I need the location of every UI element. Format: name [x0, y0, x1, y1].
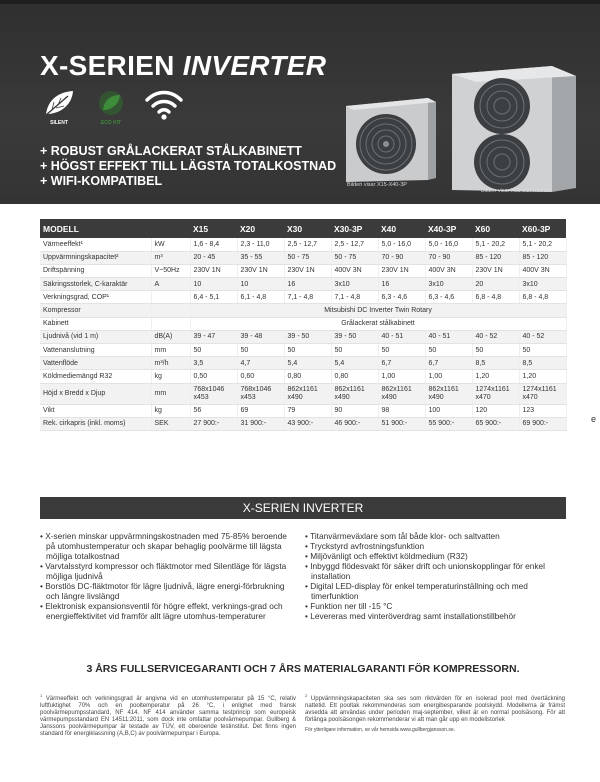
table-cell: 120: [472, 404, 519, 417]
feature-item: • Titanvärmeväxlare som tål både klor- och saltvatten: [305, 531, 565, 541]
table-cell: 8,5: [519, 357, 566, 370]
table-cell: 400V 3N: [519, 264, 566, 277]
row-label: Värmeeffekt¹: [40, 238, 151, 251]
product-title: [40, 50, 326, 82]
small-heat-pump-unit: [346, 98, 436, 182]
table-row: [40, 251, 566, 264]
table-cell: 50 - 75: [331, 251, 378, 264]
table-cell: 230V 1N: [237, 264, 284, 277]
table-row: [40, 238, 566, 251]
features-list-left: [40, 531, 290, 621]
footnote-2-text: Uppvärmningskapaciteten ska ses som riktvärden för en isolerad pool med övertäckning nattetid. Ett pooltak rekommenderas som energibesparande poolskydd. Modellerna är främst avsedda att användas under perioden maj-september, vilket är en normal poolsäsong. För att förlänga poolsäsongen rekommenderar vi att man går upp en modellstorlek: [305, 696, 565, 723]
table-cell: 1,00: [378, 370, 425, 383]
table-cell: 10: [190, 278, 237, 291]
table-row: [40, 383, 566, 404]
more-info-link[interactable]: För ytterligare information, se vår hemsida www.gullbergjansson.se.: [305, 727, 456, 733]
bullet-2: + HÖGST EFFEKT TILL LÄGSTA TOTALKOSTNAD: [40, 159, 337, 173]
feature-item: • X-serien minskar uppvärmningskostnaden med 75-85% beroende på utomhustemperatur och skapar behaglig poolvärme till lägsta möjliga totalkostnad: [40, 531, 290, 561]
table-cell: 862x1161 x490: [284, 383, 331, 404]
row-label: Vattenanslutning: [40, 344, 151, 357]
row-label: Köldmediemängd R32: [40, 370, 151, 383]
table-row: [40, 317, 566, 330]
table-cell: 7,1 - 4,8: [284, 291, 331, 304]
table-cell: 98: [378, 404, 425, 417]
table-cell: 862x1161 x490: [331, 383, 378, 404]
row-label: Driftspänning: [40, 264, 151, 277]
table-cell: 27 900:-: [190, 417, 237, 430]
table-cell: 2,5 - 12,7: [284, 238, 331, 251]
headline-bullets: [40, 144, 336, 189]
table-cell: 4,7: [237, 357, 284, 370]
table-row: [40, 264, 566, 277]
table-cell: 50: [378, 344, 425, 357]
hero-banner: [0, 0, 600, 204]
table-cell: 862x1161 x490: [378, 383, 425, 404]
table-cell: 90: [331, 404, 378, 417]
table-cell: 6,4 - 5,1: [190, 291, 237, 304]
table-cell: 0,80: [284, 370, 331, 383]
table-header-cell: [151, 219, 190, 238]
table-cell: 5,4: [284, 357, 331, 370]
table-cell: 39 - 47: [190, 330, 237, 343]
table-cell: 10: [237, 278, 284, 291]
table-cell: 0,50: [190, 370, 237, 383]
table-row: [40, 278, 566, 291]
feature-item: • Inbyggd flödesvakt för säker drift och unionskopplingar för enkel installation: [305, 561, 565, 581]
title-main: X-SERIEN: [40, 50, 175, 81]
heat-pump-illustration: [340, 54, 590, 200]
row-unit: mm: [151, 383, 190, 404]
footnote-2-number: 2: [305, 693, 308, 698]
table-cell: 6,7: [378, 357, 425, 370]
table-cell: 5,0 - 16,0: [378, 238, 425, 251]
feature-item: • Miljövänligt och effektivt köldmedium (R32): [305, 551, 565, 561]
table-cell: 50: [284, 344, 331, 357]
table-cell: 230V 1N: [472, 264, 519, 277]
table-cell: 6,8 - 4,8: [472, 291, 519, 304]
leaf-icon: [40, 88, 78, 124]
table-header-cell: X60: [472, 219, 519, 238]
table-header-row: [40, 219, 566, 238]
table-cell: 5,4: [331, 357, 378, 370]
bullet-1: + ROBUST GRÅLACKERAT STÅLKABINETT: [40, 144, 302, 158]
table-cell: 6,3 - 4,6: [425, 291, 472, 304]
features-list-right: [305, 531, 565, 621]
table-cell: 20 - 45: [190, 251, 237, 264]
table-cell: 400V 3N: [331, 264, 378, 277]
row-label: Säkringsstorlek, C-karaktär: [40, 278, 151, 291]
table-cell: 768x1046 x453: [190, 383, 237, 404]
table-cell: 8,5: [472, 357, 519, 370]
table-cell: 6,7: [425, 357, 472, 370]
table-row: [40, 344, 566, 357]
row-unit: [151, 317, 190, 330]
table-cell: 1,20: [472, 370, 519, 383]
table-cell: 69: [237, 404, 284, 417]
row-unit: V~50Hz: [151, 264, 190, 277]
table-cell: 768x1046 x453: [237, 383, 284, 404]
table-cell: 40 - 52: [472, 330, 519, 343]
table-row: [40, 304, 566, 317]
row-unit: kg: [151, 404, 190, 417]
table-cell: 50: [190, 344, 237, 357]
table-cell: 1,20: [519, 370, 566, 383]
section-title: X-SERIEN INVERTER: [40, 497, 566, 519]
table-cell: 0,60: [237, 370, 284, 383]
table-cell: 50 - 75: [284, 251, 331, 264]
table-cell: 16: [378, 278, 425, 291]
row-unit: SEK: [151, 417, 190, 430]
feature-item: • Tryckstyrd avfrostningsfunktion: [305, 541, 565, 551]
row-label: Uppvärmningskapacitet²: [40, 251, 151, 264]
table-cell: 1,00: [425, 370, 472, 383]
table-cell: 123: [519, 404, 566, 417]
table-cell: 46 900:-: [331, 417, 378, 430]
table-cell: 31 900:-: [237, 417, 284, 430]
table-cell: 230V 1N: [284, 264, 331, 277]
table-cell: 85 - 120: [472, 251, 519, 264]
table-cell: 50: [425, 344, 472, 357]
table-cell: 2,3 - 11,0: [237, 238, 284, 251]
row-label: Rek. cirkapris (inkl. moms): [40, 417, 151, 430]
silent-caption: SILENT: [50, 120, 68, 126]
table-cell: 16: [284, 278, 331, 291]
table-cell: 79: [284, 404, 331, 417]
feature-item: • Elektronisk expansionsventil för högre effekt, verknings-grad och energieffektivitet vid framför allt lägre utomhus-temperaturer: [40, 601, 290, 621]
table-cell: 5,1 - 20,2: [472, 238, 519, 251]
table-cell: 6,3 - 4,6: [378, 291, 425, 304]
row-unit: dB(A): [151, 330, 190, 343]
top-divider: [0, 0, 600, 4]
row-label: Vikt: [40, 404, 151, 417]
row-label: Verkningsgrad, COP¹: [40, 291, 151, 304]
table-cell: 0,80: [331, 370, 378, 383]
eco-caption: ECO KIT: [100, 120, 122, 126]
footnote-1: [40, 692, 296, 738]
table-header-cell: X60-3P: [519, 219, 566, 238]
table-cell: 862x1161 x490: [425, 383, 472, 404]
table-cell: 7,1 - 4,8: [331, 291, 378, 304]
row-unit: m³: [151, 251, 190, 264]
table-cell: 230V 1N: [378, 264, 425, 277]
table-cell: 1274x1161 x470: [519, 383, 566, 404]
table-cell: 40 - 51: [425, 330, 472, 343]
row-span-value: Grålackerat stålkabinett: [190, 317, 566, 330]
spec-table: [40, 219, 567, 431]
table-cell: 50: [519, 344, 566, 357]
table-cell: 6,1 - 4,8: [237, 291, 284, 304]
table-cell: 39 - 48: [237, 330, 284, 343]
table-header-cell: X40-3P: [425, 219, 472, 238]
row-unit: kW: [151, 238, 190, 251]
feature-item: • Funktion ner till -15 °C: [305, 601, 565, 611]
table-cell: 230V 1N: [190, 264, 237, 277]
row-label: Vattenflöde: [40, 357, 151, 370]
row-unit: m³/h: [151, 357, 190, 370]
table-cell: 3x10: [331, 278, 378, 291]
large-heat-pump-unit: [452, 66, 576, 192]
table-cell: 1274x1161 x470: [472, 383, 519, 404]
table-cell: 2,5 - 12,7: [331, 238, 378, 251]
spec-table-body: [40, 238, 566, 430]
table-cell: 56: [190, 404, 237, 417]
table-cell: 40 - 52: [519, 330, 566, 343]
row-unit: mm: [151, 344, 190, 357]
footnote-1-text: Värmeeffekt och verkningsgrad är angivna vid en utomhustemperatur på 15 °C, relativ luftfuktighet 70% och en pooltemperatur på 26 °C, i enlighet med fransk poolvärmepumpsstandard, NF 414. NF 414 använder samma testprincip som europeisk värmepumpsstandard EN 14511:2011, som dock inte omfattar poolvärmepumpar. Gullberg & Janssons poolvärmepumpar är testade av TÜV, ett oberoende testinstitut. Det finns ingen standard för energiklassning (A,B,C) av poolvärmepumpar i Europa.: [40, 696, 296, 737]
table-header-cell: X40: [378, 219, 425, 238]
table-header-cell: X30-3P: [331, 219, 378, 238]
table-cell: 3x10: [519, 278, 566, 291]
feature-item: • Varvtalsstyrd kompressor och fläktmotor med Silentläge för lägsta möjliga ljudnivå: [40, 561, 290, 581]
row-label: Höjd x Bredd x Djup: [40, 383, 151, 404]
table-cell: 39 - 50: [284, 330, 331, 343]
table-header-cell: X30: [284, 219, 331, 238]
table-row: [40, 330, 566, 343]
row-label: Kabinett: [40, 317, 151, 330]
table-cell: 6,8 - 4,8: [519, 291, 566, 304]
table-cell: 3x10: [425, 278, 472, 291]
table-cell: 51 900:-: [378, 417, 425, 430]
title-italic: INVERTER: [182, 50, 327, 81]
row-span-value: Mitsubishi DC Inverter Twin Rotary: [190, 304, 566, 317]
table-row: [40, 357, 566, 370]
table-cell: 50: [472, 344, 519, 357]
table-header-cell: X15: [190, 219, 237, 238]
caption-small-unit: Bilden visar X15-X40-3P: [347, 182, 407, 188]
footnote-2: [305, 692, 565, 734]
table-cell: 39 - 50: [331, 330, 378, 343]
table-row: [40, 370, 566, 383]
table-cell: 3,5: [190, 357, 237, 370]
table-cell: 43 900:-: [284, 417, 331, 430]
row-label: Ljudnivå (vid 1 m): [40, 330, 151, 343]
table-cell: 85 - 120: [519, 251, 566, 264]
table-cell: 5,0 - 16,0: [425, 238, 472, 251]
table-cell: 5,1 - 20,2: [519, 238, 566, 251]
footnote-1-number: 1: [40, 693, 43, 698]
table-cell: 400V 3N: [425, 264, 472, 277]
table-row: [40, 417, 566, 430]
feature-item: • Borstlös DC-fläktmotor för lägre ljudnivå, lägre energi-förbrukning och längre livslängd: [40, 581, 290, 601]
table-cell: 40 - 51: [378, 330, 425, 343]
table-cell: 35 - 55: [237, 251, 284, 264]
table-cell: 20: [472, 278, 519, 291]
guarantee-statement: 3 ÅRS FULLSERVICEGARANTI OCH 7 ÅRS MATERIALGARANTI FÖR KOMPRESSORN.: [86, 663, 520, 675]
caption-large-unit: Bilden visar X60 och X60-3P: [481, 188, 552, 194]
table-cell: 50: [331, 344, 378, 357]
page-edge-mark: e: [591, 414, 597, 424]
wifi-icon: [144, 88, 182, 124]
table-header-cell: X20: [237, 219, 284, 238]
eco-leaf-icon: [92, 88, 130, 124]
row-unit: kg: [151, 370, 190, 383]
row-unit: [151, 291, 190, 304]
feature-item: • Levereras med vinteröverdrag samt installationstillbehör: [305, 611, 565, 621]
row-label: Kompressor: [40, 304, 151, 317]
table-row: [40, 404, 566, 417]
table-cell: 69 900:-: [519, 417, 566, 430]
table-row: [40, 291, 566, 304]
table-cell: 50: [237, 344, 284, 357]
feature-icons: [40, 88, 182, 124]
table-cell: 70 - 90: [378, 251, 425, 264]
table-cell: 100: [425, 404, 472, 417]
row-unit: [151, 304, 190, 317]
bullet-3: + WIFI-KOMPATIBEL: [40, 174, 163, 188]
table-cell: 1,6 - 8,4: [190, 238, 237, 251]
table-cell: 55 900:-: [425, 417, 472, 430]
row-unit: A: [151, 278, 190, 291]
table-cell: 70 - 90: [425, 251, 472, 264]
table-header-cell: MODELL: [40, 219, 151, 238]
table-cell: 65 900:-: [472, 417, 519, 430]
feature-item: • Digital LED-display för enkel temperaturinställning och med timerfunktion: [305, 581, 565, 601]
